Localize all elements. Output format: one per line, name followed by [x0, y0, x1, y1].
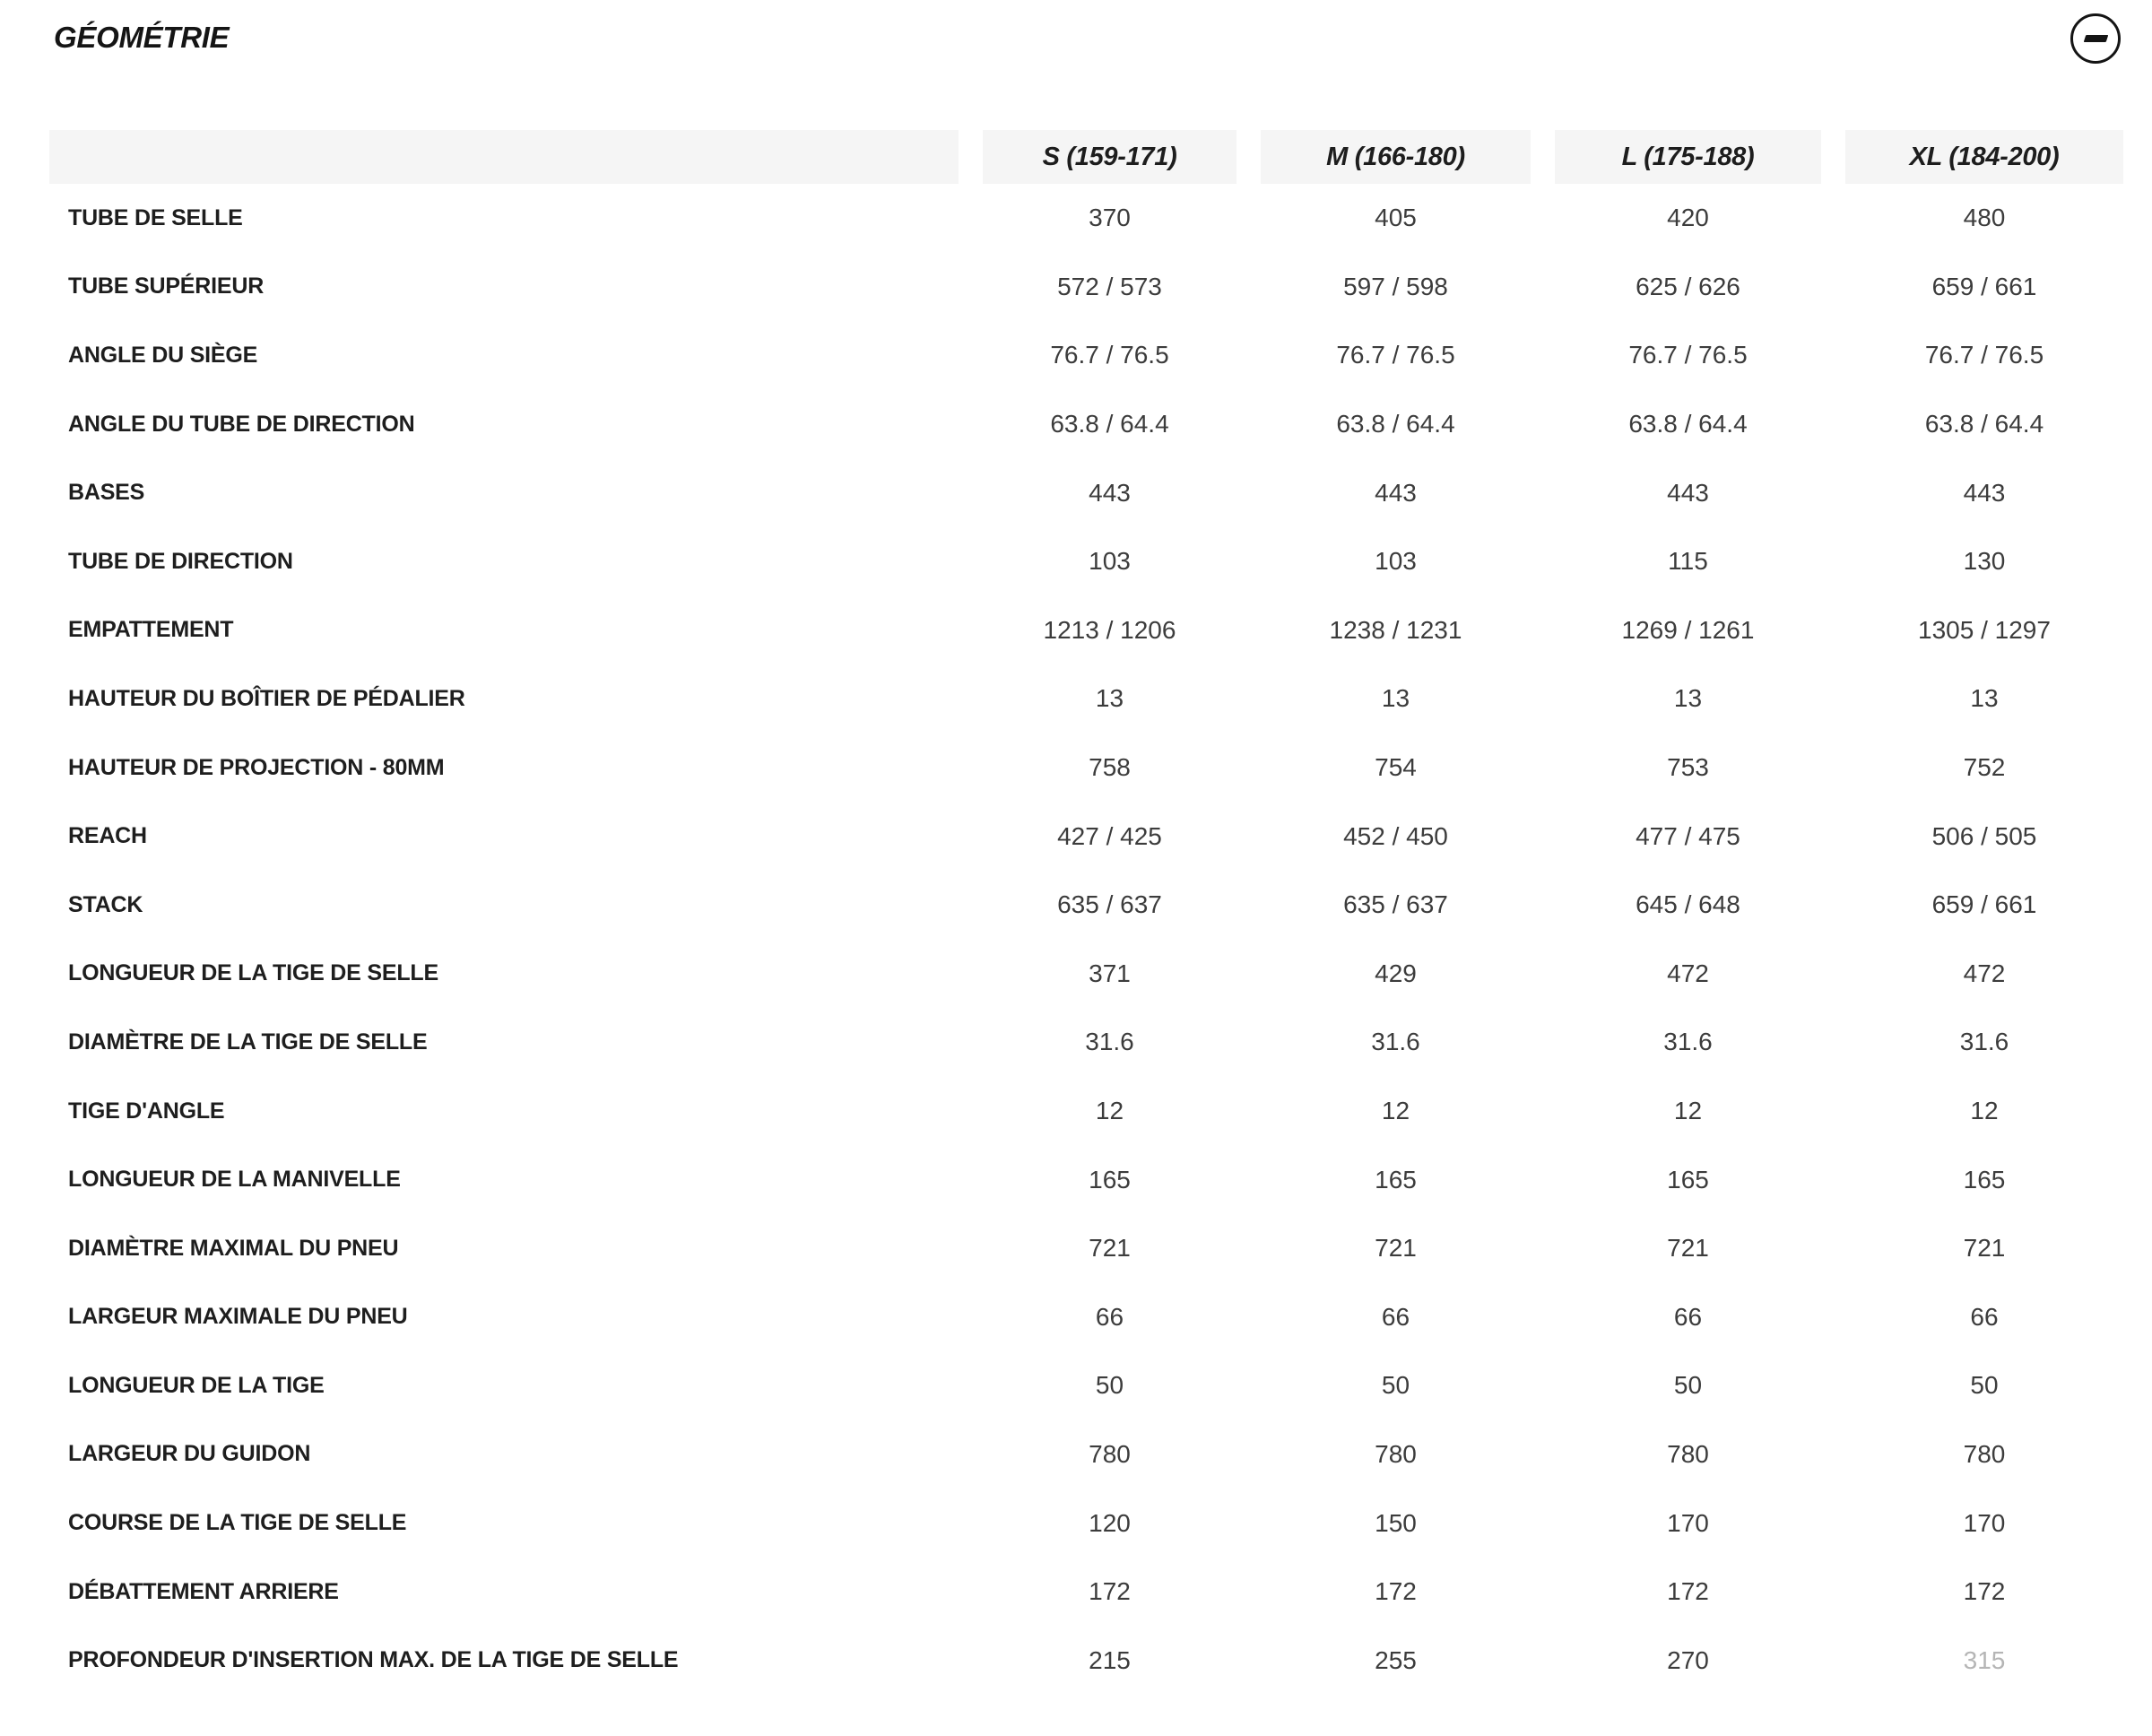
row-label: TUBE DE SELLE [68, 204, 243, 230]
geometry-rows [49, 184, 2122, 1695]
cell-value: 752 [1963, 753, 2006, 782]
row-label: BASES [68, 480, 145, 506]
cell-value: 635 / 637 [1343, 890, 1448, 919]
size-header-s: S (159-171) [983, 130, 1237, 184]
cell-value: 63.8 / 64.4 [1336, 410, 1455, 438]
collapse-section-button[interactable] [2070, 13, 2121, 64]
cell-value: 427 / 425 [1057, 821, 1162, 850]
cell-value: 429 [1375, 959, 1417, 987]
table-row [49, 458, 2122, 527]
cell-value: 31.6 [1959, 1028, 2009, 1056]
table-row [49, 253, 2122, 322]
row-label: TUBE SUPÉRIEUR [68, 273, 265, 299]
cell-value: 165 [1667, 1165, 1709, 1194]
cell-value: 597 / 598 [1343, 272, 1448, 300]
row-label: DIAMÈTRE MAXIMAL DU PNEU [68, 1235, 399, 1261]
row-label: LONGUEUR DE LA MANIVELLE [68, 1167, 401, 1193]
cell-value: 1269 / 1261 [1621, 615, 1755, 644]
cell-value: 31.6 [1371, 1028, 1420, 1056]
cell-value: 452 / 450 [1343, 821, 1448, 850]
cell-value: 31.6 [1663, 1028, 1713, 1056]
size-header-m: M (166-180) [1261, 130, 1531, 184]
cell-value: 76.7 / 76.5 [1050, 341, 1169, 369]
cell-value: 472 [1667, 959, 1709, 987]
cell-value: 780 [1375, 1439, 1417, 1468]
cell-value: 1305 / 1297 [1918, 615, 2051, 644]
cell-value: 405 [1375, 204, 1417, 232]
table-row [49, 664, 2122, 733]
table-row [49, 802, 2122, 871]
cell-value: 50 [1095, 1371, 1124, 1400]
cell-value: 50 [1381, 1371, 1410, 1400]
cell-value: 1238 / 1231 [1329, 615, 1462, 644]
cell-value: 12 [1673, 1097, 1703, 1125]
cell-value: 645 / 648 [1636, 890, 1740, 919]
cell-value: 255 [1375, 1645, 1417, 1674]
cell-value: 50 [1673, 1371, 1703, 1400]
cell-value: 443 [1963, 478, 2006, 507]
cell-value: 572 / 573 [1057, 272, 1162, 300]
table-row [49, 1420, 2122, 1489]
table-row [49, 940, 2122, 1009]
cell-value: 659 / 661 [1931, 272, 2037, 300]
table-row [49, 1489, 2122, 1558]
cell-value: 506 / 505 [1931, 821, 2037, 850]
table-row [49, 1283, 2122, 1352]
cell-value: 12 [1381, 1097, 1410, 1125]
table-row [49, 321, 2122, 390]
cell-value: 721 [1375, 1234, 1417, 1263]
cell-value: 63.8 / 64.4 [1628, 410, 1748, 438]
cell-value: 13 [1970, 684, 1999, 713]
cell-value: 165 [1089, 1165, 1131, 1194]
row-label: ANGLE DU TUBE DE DIRECTION [68, 411, 415, 437]
cell-value: 170 [1667, 1508, 1709, 1537]
table-row [49, 390, 2122, 459]
cell-value: 443 [1089, 478, 1131, 507]
cell-value: 370 [1089, 204, 1131, 232]
row-label: HAUTEUR DU BOÎTIER DE PÉDALIER [68, 685, 465, 711]
cell-value: 66 [1095, 1302, 1124, 1331]
cell-value: 270 [1667, 1645, 1709, 1674]
row-label: TIGE D'ANGLE [68, 1098, 225, 1124]
row-label: REACH [68, 823, 147, 849]
cell-value: 659 / 661 [1931, 890, 2037, 919]
minus-icon [2083, 35, 2108, 42]
cell-value: 443 [1667, 478, 1709, 507]
cell-value: 115 [1668, 547, 1708, 576]
row-label: DIAMÈTRE DE LA TIGE DE SELLE [68, 1029, 428, 1055]
cell-value: 780 [1089, 1439, 1131, 1468]
cell-value: 635 / 637 [1057, 890, 1162, 919]
cell-value: 130 [1963, 547, 2006, 576]
cell-value: 172 [1089, 1577, 1131, 1606]
cell-value: 172 [1375, 1577, 1417, 1606]
row-label: LONGUEUR DE LA TIGE [68, 1372, 325, 1398]
size-header-l: L (175-188) [1555, 130, 1821, 184]
table-row [49, 1626, 2122, 1695]
cell-value: 31.6 [1085, 1028, 1134, 1056]
cell-value: 754 [1375, 753, 1417, 782]
row-label: HAUTEUR DE PROJECTION - 80MM [68, 754, 445, 780]
cell-value: 780 [1667, 1439, 1709, 1468]
cell-value: 371 [1089, 959, 1131, 987]
table-row [49, 1214, 2122, 1283]
table-row [49, 871, 2122, 940]
table-row [49, 1008, 2122, 1077]
cell-value: 12 [1095, 1097, 1124, 1125]
cell-value: 165 [1963, 1165, 2006, 1194]
cell-value: 477 / 475 [1636, 821, 1740, 850]
cell-value: 120 [1089, 1508, 1131, 1537]
table-row [49, 1351, 2122, 1420]
page-title: GÉOMÉTRIE [54, 21, 230, 54]
cell-value: 420 [1667, 204, 1709, 232]
table-row [49, 1145, 2122, 1214]
cell-value: 103 [1375, 547, 1417, 576]
cell-value: 721 [1963, 1234, 2006, 1263]
row-label: EMPATTEMENT [68, 617, 234, 643]
table-row [49, 1077, 2122, 1146]
table-row [49, 527, 2122, 596]
size-header-xl: XL (184-200) [1845, 130, 2123, 184]
row-label: TUBE DE DIRECTION [68, 548, 293, 574]
geometry-table [49, 130, 2122, 1695]
cell-value: 753 [1667, 753, 1709, 782]
cell-value: 13 [1381, 684, 1410, 713]
table-row [49, 1558, 2122, 1627]
cell-value: 721 [1089, 1234, 1131, 1263]
row-label: STACK [68, 891, 143, 917]
cell-value: 315 [1963, 1645, 2006, 1674]
cell-value: 780 [1963, 1439, 2006, 1468]
cell-value: 170 [1963, 1508, 2006, 1537]
row-label: ANGLE DU SIÈGE [68, 342, 258, 368]
cell-value: 13 [1095, 684, 1124, 713]
cell-value: 76.7 / 76.5 [1628, 341, 1748, 369]
row-label: LARGEUR MAXIMALE DU PNEU [68, 1304, 408, 1330]
cell-value: 76.7 / 76.5 [1336, 341, 1455, 369]
cell-value: 443 [1375, 478, 1417, 507]
cell-value: 721 [1667, 1234, 1709, 1263]
empty-header-cell [49, 130, 959, 184]
row-label: LONGUEUR DE LA TIGE DE SELLE [68, 960, 438, 986]
cell-value: 50 [1970, 1371, 1999, 1400]
cell-value: 150 [1375, 1508, 1417, 1537]
cell-value: 472 [1963, 959, 2006, 987]
row-label: LARGEUR DU GUIDON [68, 1441, 311, 1467]
cell-value: 172 [1667, 1577, 1709, 1606]
cell-value: 66 [1970, 1302, 1999, 1331]
table-row [49, 596, 2122, 665]
cell-value: 103 [1089, 547, 1131, 576]
table-row [49, 733, 2122, 803]
cell-value: 625 / 626 [1636, 272, 1740, 300]
cell-value: 480 [1963, 204, 2006, 232]
row-label: DÉBATTEMENT ARRIERE [68, 1578, 339, 1604]
cell-value: 63.8 / 64.4 [1924, 410, 2044, 438]
cell-value: 13 [1673, 684, 1703, 713]
cell-value: 1213 / 1206 [1043, 615, 1176, 644]
cell-value: 758 [1089, 753, 1131, 782]
cell-value: 215 [1089, 1645, 1131, 1674]
cell-value: 172 [1963, 1577, 2006, 1606]
table-row [49, 184, 2122, 253]
cell-value: 76.7 / 76.5 [1924, 341, 2044, 369]
cell-value: 63.8 / 64.4 [1050, 410, 1169, 438]
cell-value: 165 [1375, 1165, 1417, 1194]
cell-value: 66 [1673, 1302, 1703, 1331]
cell-value: 66 [1381, 1302, 1410, 1331]
row-label: COURSE DE LA TIGE DE SELLE [68, 1510, 407, 1536]
size-header-row [49, 130, 2122, 184]
section-header [0, 0, 2152, 130]
row-label: PROFONDEUR D'INSERTION MAX. DE LA TIGE DE SELLE [68, 1647, 679, 1673]
cell-value: 12 [1970, 1097, 1999, 1125]
